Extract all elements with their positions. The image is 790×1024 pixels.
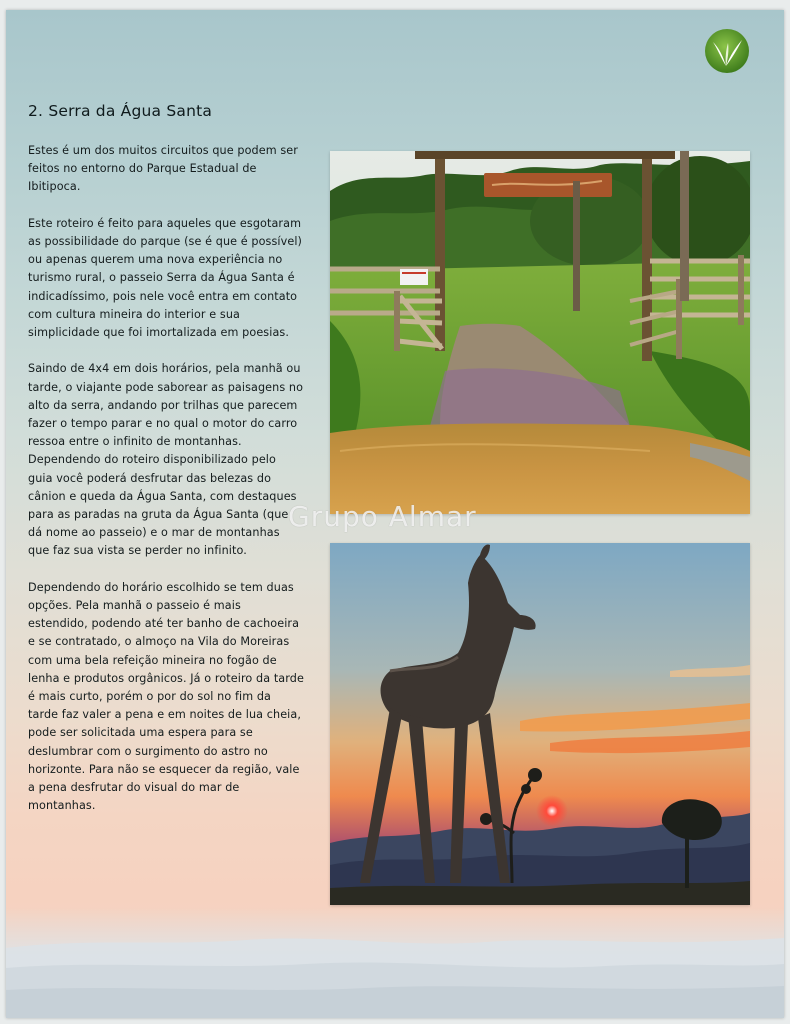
paragraph-schedule-options: Dependendo do horário escolhido se tem duas opções. Pela manhã o passeio é mais estendido, podendo até ter banho de cachoeira e se contratado, o almoço na Vila do Moreiras com uma bela refeição mineira no fogão de lenha e produtos orgânicos. Já o roteiro da tarde é mais curto, porém o por do sol no fim da tarde faz valer a pena e em noites de lua cheia, pode ser solicitada uma espera para se deslumbrar com o surgimento do astro no horizonte. Para não se esquecer da região, vale a pena desfrutar do visual do mar de montanhas. bbox=[28, 580, 304, 813]
section-title: 2. Serra da Água Santa bbox=[28, 102, 213, 120]
paragraph-itinerary: Este roteiro é feito para aqueles que esgotaram as possibilidade do parque (se é que é possível) ou apenas querem uma nova experiência no turismo rural, o passeio Serra da Água Santa é indicadíssimo, pois nele você entra em contato com cultura mineira do interior e sua simplicidade que foi imortalizada em poesias. bbox=[28, 216, 302, 340]
paragraph-4x4-tour: Saindo de 4x4 em dois horários, pela manhã ou tarde, o viajante pode saborear as paisagens no alto da serra, andando por trilhas que parecem fazer o tempo parar e no qual o motor do carro ressoa entre o infinito de montanhas. Dependendo do roteiro disponibilizado pelo guia você poderá desfrutar das belezas do cânion e queda da Água Santa, com destaques para as paradas na gruta da Água Santa (que dá nome ao passeio) e o mar de montanhas que faz sua vista se perder no infinito. bbox=[28, 362, 304, 558]
watermark: Grupo Almar bbox=[288, 500, 477, 533]
paragraph-intro: Estes é um dos muitos circuitos que podem ser feitos no entorno do Parque Estadual de Ibitipoca. bbox=[28, 144, 298, 194]
brochure-page bbox=[6, 10, 784, 1018]
article-body bbox=[28, 142, 304, 834]
leaf-logo-icon bbox=[704, 28, 750, 74]
misty-mountains-footer bbox=[6, 908, 784, 1018]
sunset-sculpture-photo bbox=[330, 543, 750, 905]
gate-trail-photo bbox=[330, 151, 750, 514]
